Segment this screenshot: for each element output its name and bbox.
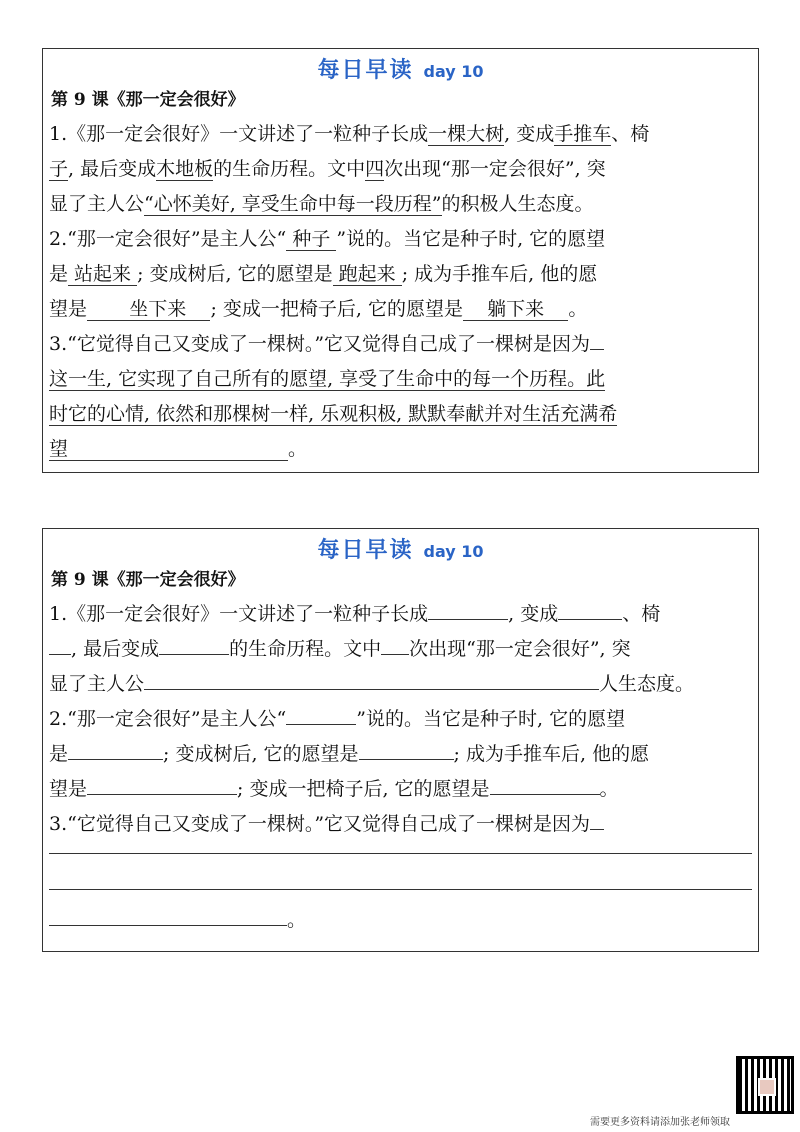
- answer-text: 手推车: [554, 123, 612, 145]
- answer-text: “心怀美好, 享受生命中每一段历程”: [144, 193, 442, 215]
- q2-text: 2.“那一定会很好”是主人公“: [49, 228, 287, 250]
- answer-blank[interactable]: [159, 632, 229, 655]
- answered-card: [42, 48, 759, 473]
- answer-text: 一棵大树: [428, 123, 505, 145]
- lesson-heading: 第 9 课《那一定会很好》: [51, 90, 245, 110]
- last-answer-line: [49, 903, 306, 932]
- answer-text: 这一生, 它实现了自己所有的愿望, 享受了生命中的每一个历程。此: [49, 368, 606, 390]
- card-title: [43, 53, 758, 84]
- q1-text: 、椅: [611, 123, 650, 145]
- q3-text: 。: [288, 438, 308, 460]
- day-label: day 10: [423, 542, 484, 561]
- answer-text: 躺下来: [462, 298, 569, 320]
- answer-blank[interactable]: [286, 702, 356, 725]
- answer-text: 跑起来: [332, 263, 402, 285]
- answer-blank[interactable]: [490, 772, 600, 795]
- text-line: [49, 152, 752, 187]
- q1-text: 次出现“那一定会很好”, 突: [384, 158, 606, 180]
- answer-blank: [590, 327, 604, 350]
- text-line: [49, 187, 752, 222]
- answer-text: 子: [49, 158, 69, 180]
- answer-blank[interactable]: [428, 597, 508, 620]
- q2-text: ; 成为手推车后, 他的愿: [401, 263, 598, 285]
- answer-text: 望: [49, 438, 288, 461]
- answer-blank[interactable]: [381, 632, 409, 655]
- q2-text: 望是: [49, 298, 88, 320]
- text-line: [49, 327, 752, 362]
- q2-text: ; 成为手推车后, 他的愿: [453, 743, 650, 765]
- blank-card: [42, 528, 759, 952]
- answer-blank[interactable]: [68, 737, 163, 760]
- q2-text: 是: [49, 743, 69, 765]
- q2-text: ; 变成树后, 它的愿望是: [163, 743, 359, 765]
- q3-text: 3.“它觉得自己又变成了一棵树。”它又觉得自己成了一棵树是因为: [49, 333, 591, 355]
- qr-code-icon: [736, 1056, 794, 1114]
- answer-text: 四: [365, 158, 385, 180]
- title-text: 每日早读: [317, 57, 414, 83]
- answer-line[interactable]: [49, 853, 752, 854]
- q1-text: 的生命历程。文中: [213, 158, 366, 180]
- answer-text: 种子: [286, 228, 337, 250]
- q1-text: 次出现“那一定会很好”, 突: [409, 638, 631, 660]
- answer-blank[interactable]: [87, 772, 237, 795]
- q1-text: 的生命历程。文中: [229, 638, 382, 660]
- text-line: [49, 257, 752, 292]
- q2-text: 2.“那一定会很好”是主人公“: [49, 708, 287, 730]
- q1-text: 显了主人公: [49, 673, 145, 695]
- answer-text: 木地板: [156, 158, 214, 180]
- text-line: [49, 222, 752, 257]
- question-body: [49, 597, 752, 842]
- answer-text: 坐下来: [87, 298, 211, 320]
- q2-text: 是: [49, 263, 69, 285]
- answer-blank[interactable]: [144, 667, 599, 690]
- text-line: [49, 397, 752, 432]
- text-line: [49, 292, 752, 327]
- q2-text: ; 变成一把椅子后, 它的愿望是: [210, 298, 463, 320]
- answer-blank[interactable]: [359, 737, 454, 760]
- text-line: [49, 702, 752, 737]
- q1-text: , 最后变成: [71, 638, 160, 660]
- q1-text: 1.《那一定会很好》一文讲述了一粒种子长成: [49, 123, 429, 145]
- answer-text: 时它的心情, 依然和那棵树一样, 乐观积极, 默默奉献并对生活充满希: [49, 403, 618, 425]
- answer-text: 站起来: [68, 263, 138, 285]
- q1-text: , 最后变成: [68, 158, 157, 180]
- text-line: [49, 807, 752, 842]
- q1-text: 、椅: [622, 603, 661, 625]
- text-line: [49, 597, 752, 632]
- footer-note: 需要更多资料请添加张老师领取: [590, 1117, 730, 1128]
- q2-text: 望是: [49, 778, 88, 800]
- day-label: day 10: [423, 62, 484, 81]
- answer-blank[interactable]: [49, 903, 287, 926]
- text-line: [49, 632, 752, 667]
- q2-text: ; 变成树后, 它的愿望是: [137, 263, 333, 285]
- text-line: [49, 737, 752, 772]
- q1-text: 1.《那一定会很好》一文讲述了一粒种子长成: [49, 603, 429, 625]
- q2-text: 。: [599, 778, 619, 800]
- q3-text: 。: [287, 909, 307, 931]
- text-line: [49, 772, 752, 807]
- answer-line[interactable]: [49, 889, 752, 890]
- q2-text: ”说的。当它是种子时, 它的愿望: [336, 228, 606, 250]
- answer-blank[interactable]: [49, 632, 71, 655]
- q3-text: 3.“它觉得自己又变成了一棵树。”它又觉得自己成了一棵树是因为: [49, 813, 591, 835]
- q1-text: , 变成: [508, 603, 559, 625]
- answer-blank[interactable]: [590, 807, 604, 830]
- q1-text: 的积极人生态度。: [441, 193, 594, 215]
- q2-text: ”说的。当它是种子时, 它的愿望: [356, 708, 626, 730]
- answer-blank[interactable]: [558, 597, 622, 620]
- q1-text: 人生态度。: [599, 673, 695, 695]
- q2-text: 。: [568, 298, 588, 320]
- text-line: [49, 432, 752, 467]
- title-text: 每日早读: [317, 537, 414, 563]
- text-line: [49, 117, 752, 152]
- lesson-heading: 第 9 课《那一定会很好》: [51, 570, 245, 590]
- q1-text: , 变成: [504, 123, 555, 145]
- text-line: [49, 362, 752, 397]
- question-body: [49, 117, 752, 467]
- text-line: [49, 667, 752, 702]
- q1-text: 显了主人公: [49, 193, 145, 215]
- q2-text: ; 变成一把椅子后, 它的愿望是: [237, 778, 490, 800]
- card-title: [43, 533, 758, 564]
